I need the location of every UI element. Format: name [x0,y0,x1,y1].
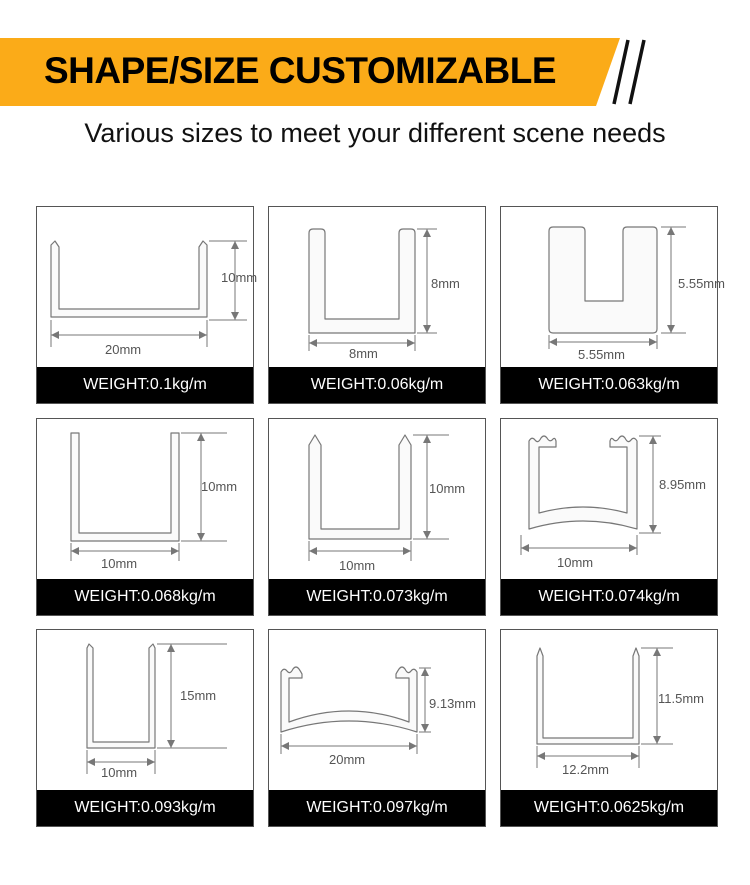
profile-card [500,629,718,827]
profile-card [36,629,254,827]
height-dimension: 10mm [221,270,258,285]
height-dimension: 8mm [431,276,460,291]
profile-card [268,418,486,616]
height-dimension: 9.13mm [429,696,476,711]
curved-channel-drawing [269,630,487,792]
profile-card [500,418,718,616]
height-dimension: 5.55mm [678,276,725,291]
height-dimension: 10mm [429,481,466,496]
u-channel-drawing [37,630,255,792]
weight-label: WEIGHT:0.097kg/m [269,790,485,826]
width-dimension: 10mm [101,556,138,571]
width-dimension: 12.2mm [562,762,609,777]
profile-card [36,418,254,616]
width-dimension: 10mm [101,765,138,780]
page-title: SHAPE/SIZE CUSTOMIZABLE [44,50,557,91]
width-dimension: 8mm [349,346,378,361]
height-dimension: 11.5mm [658,691,704,706]
weight-label: WEIGHT:0.093kg/m [37,790,253,826]
weight-label: WEIGHT:0.068kg/m [37,579,253,615]
weight-label: WEIGHT:0.074kg/m [501,579,717,615]
double-slash-icon [612,38,652,106]
profile-card [500,206,725,404]
weight-label: WEIGHT:0.0625kg/m [501,790,717,826]
u-channel-drawing [37,419,255,581]
weight-label: WEIGHT:0.063kg/m [501,367,717,403]
u-channel-drawing [501,630,719,792]
weight-label: WEIGHT:0.06kg/m [269,367,485,403]
u-channel-drawing [269,419,487,581]
u-channel-drawing [37,207,258,369]
profile-card [36,206,258,404]
weight-label: WEIGHT:0.073kg/m [269,579,485,615]
height-dimension: 15mm [180,688,217,703]
width-dimension: 10mm [339,558,376,573]
width-dimension: 5.55mm [578,347,625,362]
weight-label: WEIGHT:0.1kg/m [37,367,253,403]
height-dimension: 8.95mm [659,477,706,492]
profile-card [268,629,486,827]
title-banner [0,38,620,106]
width-dimension: 20mm [105,342,142,357]
curved-channel-drawing [501,419,719,581]
height-dimension: 10mm [201,479,238,494]
width-dimension: 20mm [329,752,366,767]
width-dimension: 10mm [557,555,594,570]
page-subtitle: Various sizes to meet your different scene needs [84,118,666,148]
profile-card [268,206,486,404]
